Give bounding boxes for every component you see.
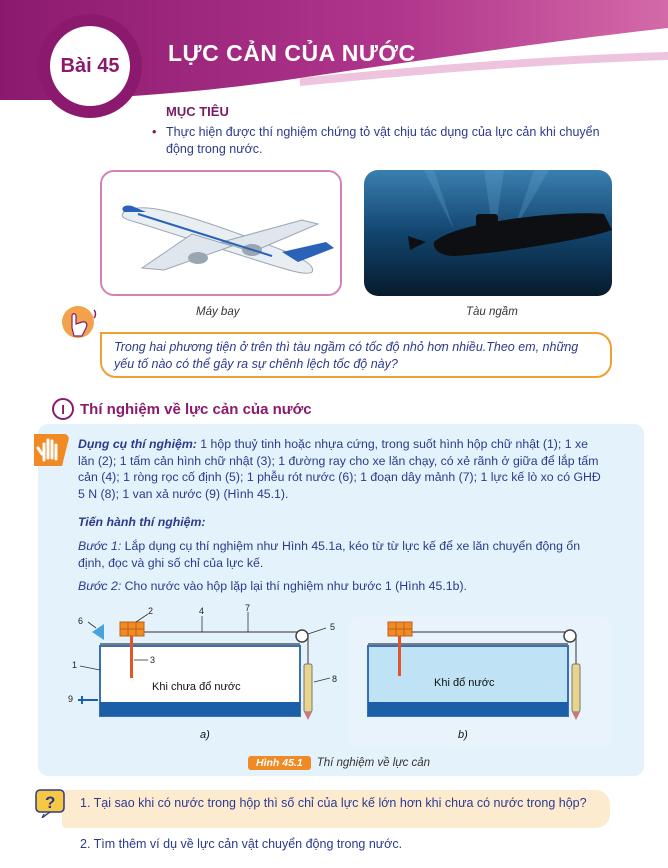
label-7: 7 <box>245 603 251 613</box>
question-1: 1. Tại sao khi có nước trong hộp thì số chỉ của lực kế lớn hơn khi chưa có nước trong hộp? <box>80 796 587 810</box>
section-heading <box>52 398 312 420</box>
pointing-hand-icon <box>60 302 100 346</box>
label-2: 2 <box>148 606 154 616</box>
section-number: I <box>52 398 74 420</box>
figure-caption-text: Thí nghiệm về lực cản <box>316 757 431 769</box>
lesson-number: Bài 45 <box>50 26 130 106</box>
pulley-a <box>296 630 308 642</box>
spring-scale-a <box>304 664 312 712</box>
raised-hand-icon <box>30 430 72 470</box>
box-a-text: Khi chưa đổ nước <box>152 681 241 693</box>
subfigure-a-label: a) <box>200 729 210 741</box>
procedure-heading <box>78 514 604 531</box>
svg-text:?: ? <box>45 793 56 812</box>
valve-a <box>78 696 98 704</box>
submarine-caption: Tàu ngầm <box>466 306 518 318</box>
subfigure-b-label: b) <box>458 729 468 741</box>
figure-tag: Hình 45.1 <box>248 756 311 770</box>
figure-caption <box>248 756 430 770</box>
label-1: 1 <box>72 660 78 670</box>
objective-heading: MỤC TIÊU <box>166 104 229 119</box>
step2-label: Bước 2: <box>78 579 122 593</box>
tools-paragraph <box>78 436 604 502</box>
label-5: 5 <box>330 622 336 632</box>
step2-paragraph <box>78 578 604 595</box>
label-6: 6 <box>78 616 84 626</box>
experiment-diagram <box>58 602 618 750</box>
step1-label: Bước 1: <box>78 539 122 553</box>
airplane-photo <box>100 170 342 296</box>
intro-question-text: Trong hai phương tiện ở trên thì tàu ngầm có tốc độ nhỏ hơn nhiều.Theo em, những yếu tố nào có thể gây ra sự chênh lệch tốc độ này? <box>114 340 579 371</box>
procedure-label: Tiến hành thí nghiệm: <box>78 515 206 529</box>
submarine-photo <box>364 170 612 296</box>
objective-bullet: • <box>152 125 157 139</box>
label-3: 3 <box>150 655 156 665</box>
tools-label: Dụng cụ thí nghiệm: <box>78 437 197 451</box>
plate-a <box>130 636 133 678</box>
box-b-text: Khi đổ nước <box>434 677 495 689</box>
step1-paragraph <box>78 538 604 571</box>
tools-text: 1 hộp thuỷ tinh hoặc nhựa cứng, trong suốt hình hộp chữ nhật (1); 1 xe lăn (2); 1 tấm cản hình chữ nhật (3); 1 đường ray cho xe lăn chạy, có xẻ rãnh ở giữa để lắp tấm cản (4); 1 ròng rọc cố định (5); 1 phễu rót nước (6); 1 đoạn dây mảnh (7); 1 lực kế lò xo có GHĐ 5 N (8); 1 van xả nước (9) (Hình 45.1). <box>78 437 601 501</box>
question-2: 2. Tìm thêm ví dụ về lực cản vật chuyển động trong nước. <box>80 837 403 851</box>
lesson-title: LỰC CẢN CỦA NƯỚC <box>168 40 416 66</box>
objective-text: Thực hiện được thí nghiệm chứng tỏ vật chịu tác dụng của lực cản khi chuyển động trong nước. <box>166 125 600 156</box>
objective-item <box>152 124 612 158</box>
section-title: Thí nghiệm về lực cản của nước <box>80 400 312 418</box>
intro-question-box <box>100 332 612 378</box>
airplane-caption: Máy bay <box>196 306 240 318</box>
step1-text: Lắp dụng cụ thí nghiệm như Hình 45.1a, kéo từ từ lực kế để xe lăn chuyển động ổn định, đọc và ghi số chỉ của lực kế. <box>78 539 581 570</box>
lesson-badge <box>38 14 142 118</box>
label-8: 8 <box>332 674 338 684</box>
label-9: 9 <box>68 694 74 704</box>
label-4: 4 <box>199 606 205 616</box>
question-mark-icon <box>34 788 68 818</box>
spring-scale-b <box>572 664 580 712</box>
step2-text: Cho nước vào hộp lặp lại thí nghiệm như bước 1 (Hình 45.1b). <box>121 579 467 593</box>
